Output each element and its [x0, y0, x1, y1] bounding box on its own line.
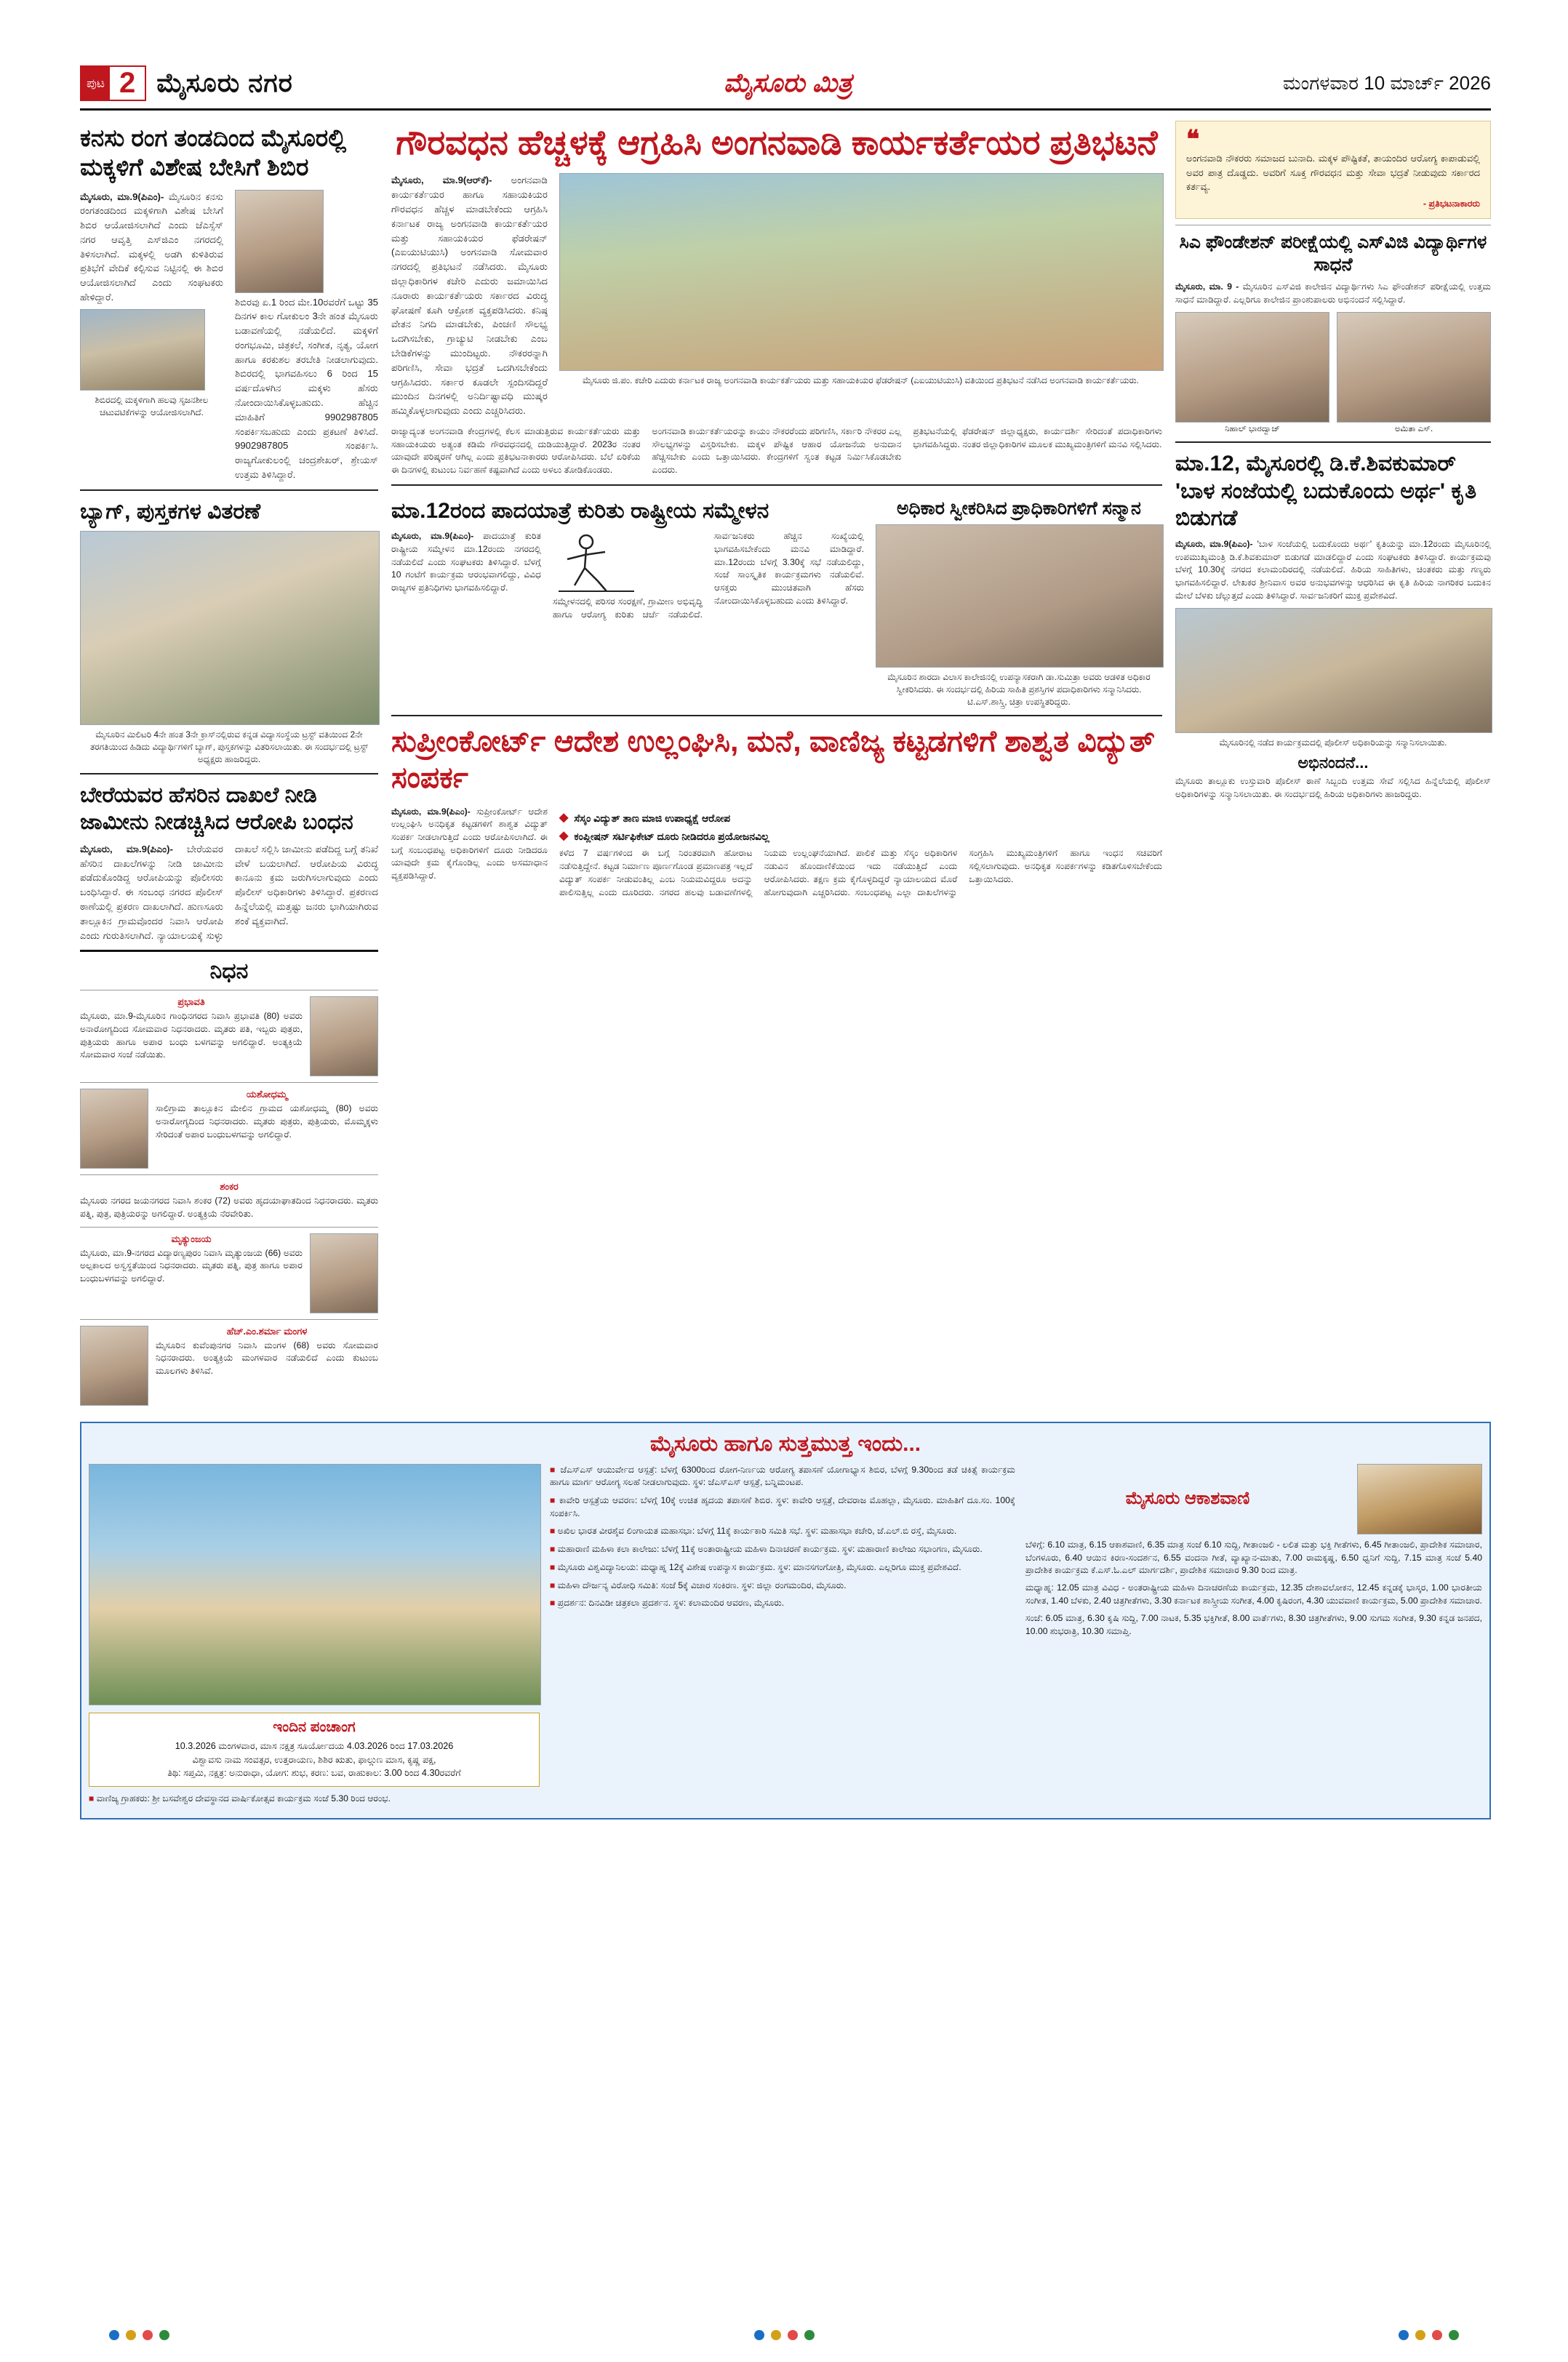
lead-col-2: ಅಂಗನವಾಡಿ ಕಾರ್ಯಕರ್ತೆಯರನ್ನು ಕಾಯಂ ನೌಕರರೆಂದು ಪರಿಗಣಿಸಿ, ಸರ್ಕಾರಿ ನೌಕರರ ಎಲ್ಲ ಸೌಲಭ್ಯಗಳನ್ನು ವಿಸ್ತರಿಸಬೇಕು. ಮಕ್ಕಳ ಪೌಷ್ಟಿಕ ಆಹಾರ ಯೋಜನೆಯ ಅನುದಾನ ಹೆಚ್ಚಿಸಬೇಕು ಎಂದು ಒತ್ತಾಯಿಸಿದರು. ಕೇಂದ್ರಗಳಿಗೆ ಸ್ವಂತ ಕಟ್ಟಡ ನಿರ್ಮಿಸಿಕೊಡಬೇಕು ಎಂದರು.: [652, 425, 902, 475]
obituary-item: [80, 1233, 378, 1313]
walking-figure-icon: [553, 530, 703, 596]
today-footer-text: ವಾಣಿಜ್ಯ ಗ್ರಾಹಕರು: ಶ್ರೀ ಬಸವೇಶ್ವರ ದೇವಸ್ಥಾನದ ವಾರ್ಷಿಕೋತ್ಸವ ಕಾರ್ಯಕ್ರಮ ಸಂಜೆ 5.30 ರಿಂದ ಆರಂಭ.: [96, 1793, 391, 1804]
kanasu-photo: [80, 309, 205, 391]
palace-photo: [89, 1464, 541, 1705]
kanasu-tail: 9902987805 ಸಂಪರ್ಕಿಸಿ. ರಾಜ್ಯಗೋಕುಲಂಲ್ಲಿ ಚಂದ್ರಶೇಖರ್, ಶ್ರೇಯಸ್ ಉತ್ತಮ ತಿಳಿಸಿದ್ದಾರೆ.: [235, 440, 378, 481]
pullquote-attribution: - ಪ್ರತಿಭಟನಾಕಾರರು: [1423, 198, 1480, 209]
kanasu-headline: ಕನಸು ರಂಗ ತಂಡದಿಂದ ಮೈಸೂರಲ್ಲಿ ಮಕ್ಕಳಿಗೆ ವಿಶೇಷ ಬೇಸಿಗೆ ಶಿಬಿರ: [80, 124, 347, 181]
today-panel: [80, 1422, 1491, 1819]
page-badge: [80, 65, 146, 101]
page-label: ಪುಟ: [81, 67, 110, 100]
obituary-text: ಮೈಸೂರು, ಮಾ.9-ಮೈಸೂರಿನ ಗಾಂಧಿನಗರದ ನಿವಾಸಿ ಪ್ರಭಾವತಿ (80) ಅವರು ಅನಾರೋಗ್ಯದಿಂದ ಸೋಮವಾರ ನಿಧನರಾದರು. ಮೃತರು ಪತಿ, ಇಬ್ಬರು ಪುತ್ರರು, ಪುತ್ರಿಯರು ಹಾಗೂ ಅಪಾರ ಬಂಧು ಬಳಗವನ್ನು ಅಗಲಿದ್ದಾರೆ. ಅಂತ್ಯಕ್ರಿಯೆ ಸೋಮವಾರ ಸಂಜೆ ನಡೆಯಿತು.: [80, 1011, 303, 1060]
bullet-icon: ■: [550, 1561, 558, 1572]
court-bullet: [559, 812, 1162, 825]
pullquote-text: ಅಂಗನವಾಡಿ ನೌಕರರು ಸಮಾಜದ ಬುನಾದಿ. ಮಕ್ಕಳ ಪೌಷ್ಟಿಕತೆ, ತಾಯಂದಿರ ಆರೋಗ್ಯ ಕಾಪಾಡುವಲ್ಲಿ ಅವರ ಪಾತ್ರ ದೊಡ್ಡದು. ಅವರಿಗೆ ಸೂಕ್ತ ಗೌರವಧನ ಮತ್ತು ಸೇವಾ ಭದ್ರತೆ ನೀಡುವುದು ಸರ್ಕಾರದ ಕರ್ತವ್ಯ.: [1186, 153, 1480, 192]
bullet-icon: ■: [550, 1495, 559, 1506]
pada-body: [391, 530, 864, 621]
masthead: [80, 65, 1491, 111]
sv-body: [1175, 281, 1491, 306]
obituary-photo: [80, 1326, 148, 1406]
bag-caption: ಮೈಸೂರಿನ ಮಿಲಿಟರಿ 4ನೇ ಹಂತ 3ನೇ ಕ್ರಾಸ್‌ನಲ್ಲಿರುವ ಕನ್ನಡ ವಿದ್ಯಾಸಂಸ್ಥೆಯ ಟ್ರಸ್ಟ್ ವತಿಯಿಂದ 2ನೇ ತರಗತಿಯಿಂದ ಹಿಡಿದು ವಿದ್ಯಾರ್ಥಿಗಳಿಗೆ ಬ್ಯಾಗ್, ಪುಸ್ತಕಗಳನ್ನು ವಿತರಿಸಲಾಯಿತು. ಈ ಸಂದರ್ಭದಲ್ಲಿ ಟ್ರಸ್ಟ್ ಅಧ್ಯಕ್ಷರು ಹಾಜರಿದ್ದರು.: [89, 729, 369, 764]
court-dateline: ಮೈಸೂರು, ಮಾ.9(ಪಿಎಂ)-: [391, 806, 471, 817]
issue-date: ಮಂಗಳವಾರ 10 ಮಾರ್ಚ್ 2026: [1282, 71, 1491, 94]
bullet-icon: ■: [89, 1793, 97, 1804]
pullquote: [1175, 121, 1491, 219]
dot-group-mid: [754, 2330, 815, 2340]
lead-photo: [559, 173, 1164, 371]
akashavani-noon: ಮಧ್ಯಾಹ್ನ: 12.05 ಮಾತ್ರ ವಿವಿಧ - ಅಂತರಾಷ್ಟ್ರೀಯ ಮಹಿಳಾ ದಿನಾಚರಣೆಯ ಕಾರ್ಯಕ್ರಮ, 12.35 ದೇಶಾವಲೋಕನ, 12.45 ಕನ್ನಡಕ್ಕೆ ಭಾಸ್ಕರ, 1.00 ಭಾರತೀಯ ಸಂಗೀತ, 1.40 ಬೆಳಕು, 2.40 ಚಿತ್ರಗೀತೆಗಳು, 3.30 ಕರ್ನಾಟಕ ಶಾಸ್ತ್ರೀಯ ಸಂಗೀತ, 4.00 ಕೃಷಿರಂಗ, 4.30 ಯುವವಾಣಿ ಕಾರ್ಯಕ್ರಮ, 5.00 ಪ್ರಾದೇಶಿಕ ಸಮಾಚಾರ.: [1025, 1582, 1482, 1606]
kanasu-portrait: [235, 190, 324, 293]
obituary-item: [80, 1089, 378, 1169]
sv-headline: ಸಿಎ ಫೌಂಡೇಶನ್ ಪರೀಕ್ಷೆಯಲ್ಲಿ ಎಸ್‌ವಿಜಿ ವಿದ್ಯಾರ್ಥಿಗಳ ಸಾಧನೆ: [1179, 231, 1487, 275]
lead-headline: ಗೌರವಧನ ಹೆಚ್ಚಳಕ್ಕೆ ಆಗ್ರಹಿಸಿ ಅಂಗನವಾಡಿ ಕಾರ್ಯಕರ್ತೆಯರ ಪ್ರತಿಭಟನೆ: [396, 123, 1158, 161]
column-right: [1175, 121, 1491, 1412]
event-item: [550, 1561, 1015, 1574]
village-p3: ಆರೋಪಿಯ ವಿರುದ್ಧ ಕಾನೂನು ಕ್ರಮ ಜರುಗಿಸಲಾಗುವುದು ಎಂದು ಪೊಲೀಸ್ ಅಧಿಕಾರಿಗಳು ತಿಳಿಸಿದ್ದಾರೆ. ಪ್ರಕರಣದ ಹಿನ್ನೆಲೆಯಲ್ಲಿ ಮತ್ತಷ್ಟು ಜನರು ಭಾಗಿಯಾಗಿರುವ ಶಂಕೆ ವ್ಯಕ್ತವಾಗಿದೆ.: [235, 857, 378, 926]
cop-caption: ಮೈಸೂರಿನಲ್ಲಿ ನಡೆದ ಕಾರ್ಯಕ್ರಮದಲ್ಲಿ ಪೊಲೀಸ್ ಅಧಿಕಾರಿಯನ್ನು ಸನ್ಮಾನಿಸಲಾಯಿತು.: [1219, 737, 1447, 748]
village-p1: ಬೇರೆಯವರ ಹೆಸರಿನ ದಾಖಲೆಗಳನ್ನು ನೀಡಿ ಜಾಮೀನು ಪಡೆದುಕೊಂಡಿದ್ದ ಆರೋಪಿಯನ್ನು ಪೊಲೀಸರು ಬಂಧಿಸಿದ್ದಾರೆ. ಈ ಸಂಬಂಧ ನಗರದ ಪೊಲೀಸ್ ಠಾಣೆಯಲ್ಲಿ ಪ್ರಕರಣ ದಾಖಲಾಗಿದೆ.: [80, 843, 223, 912]
student-photo: [1175, 312, 1329, 423]
registration-marks: [0, 2330, 1568, 2340]
dk-dateline: ಮೈಸೂರು, ಮಾ.9(ಪಿಎಂ)-: [1175, 538, 1253, 549]
event-text: ಮೈಸೂರು ವಿಶ್ವವಿದ್ಯಾನಿಲಯ: ಮಧ್ಯಾಹ್ನ 12ಕ್ಕೆ ವಿಶೇಷ ಉಪನ್ಯಾಸ ಕಾರ್ಯಕ್ರಮ. ಸ್ಥಳ: ಮಾನಸಗಂಗೋತ್ರಿ, ಮೈಸೂರು. ಎಲ್ಲರಿಗೂ ಮುಕ್ತ ಪ್ರವೇಶವಿದೆ.: [557, 1561, 961, 1572]
panchanga-line1: 10.3.2026 ಮಂಗಳವಾರ, ಮಾಸ ನಕ್ಷತ್ರ ಸೂರ್ಯೋದಯ 4.03.2026 ರಿಂದ 17.03.2026: [175, 1740, 454, 1751]
sv-dateline: ಮೈಸೂರು, ಮಾ. 9 -: [1175, 281, 1239, 292]
lead-col-3: ಪ್ರತಿಭಟನೆಯಲ್ಲಿ ಫೆಡರೇಷನ್ ಜಿಲ್ಲಾಧ್ಯಕ್ಷರು, ಕಾರ್ಯದರ್ಶಿ ಸೇರಿದಂತೆ ಪದಾಧಿಕಾರಿಗಳು ಭಾಗವಹಿಸಿದ್ದರು. ನಂತರ ಜಿಲ್ಲಾಧಿಕಾರಿಗಳ ಮೂಲಕ ಮುಖ್ಯಮಂತ್ರಿಗಳಿಗೆ ಮನವಿ ಸಲ್ಲಿಸಿದರು.: [913, 425, 1163, 449]
pada-headline: ಮಾ.12ರಂದ ಪಾದಯಾತ್ರೆ ಕುರಿತು ರಾಷ್ಟ್ರೀಯ ಸಮ್ಮೇಳನ: [391, 498, 769, 523]
court-p4: ಸಂಬಂಧಪಟ್ಟ ಎಲ್ಲಾ ದಾಖಲೆಗಳನ್ನು ಸಂಗ್ರಹಿಸಿ ಮುಖ್ಯಮಂತ್ರಿಗಳಿಗೆ ಹಾಗೂ ಇಂಧನ ಸಚಿವರಿಗೆ ಸಲ್ಲಿಸಲಾಗುವುದು. ಅನಧಿಕೃತ ಸಂಪರ್ಕಗಳನ್ನು ಕಡಿತಗೊಳಿಸಬೇಕೆಂದು ಒತ್ತಾಯಿಸಿದರು.: [855, 848, 1162, 897]
radio-icon: [1357, 1464, 1482, 1534]
bullet-icon: ◆: [559, 811, 569, 824]
bullet-icon: ■: [550, 1598, 558, 1609]
event-text: ಮಹಾರಾಣಿ ಮಹಿಳಾ ಕಲಾ ಕಾಲೇಜು: ಬೆಳಗ್ಗೆ 11ಕ್ಕೆ ಅಂತಾರಾಷ್ಟ್ರೀಯ ಮಹಿಳಾ ದಿನಾಚರಣೆ ಕಾರ್ಯಕ್ರಮ. ಸ್ಥಳ: ಮಹಾರಾಣಿ ಕಾಲೇಜು ಸಭಾಂಗಣ, ಮೈಸೂರು.: [557, 1544, 983, 1555]
student-name: ಅಮಿತಾ ಎಸ್.: [1394, 425, 1433, 434]
dk-p1: 'ಬಾಳ ಸಂಜೆಯಲ್ಲಿ ಬದುಕೊಂದು ಅರ್ಥ' ಕೃತಿಯನ್ನು ಮಾ.12ರಂದು ಮೈಸೂರಿನಲ್ಲಿ ಉಪಮುಖ್ಯಮಂತ್ರಿ ಡಿ.ಕೆ.ಶಿವಕುಮಾರ್ ಬಿಡುಗಡೆ ಮಾಡಲಿದ್ದಾರೆ ಎಂದು ಸಂಘಟಕರು ತಿಳಿಸಿದ್ದಾರೆ.: [1175, 538, 1491, 562]
event-item: [550, 1597, 1015, 1610]
village-dateline: ಮೈಸೂರು, ಮಾ.9(ಪಿಎಂ)-: [80, 843, 173, 854]
column-left: [80, 121, 378, 1412]
honour-caption: ಮೈಸೂರಿನ ಶಾರದಾ ವಿಲಾಸ ಕಾಲೇಜಿನಲ್ಲಿ ಉಪನ್ಯಾಸಕರಾಗಿ ಡಾ.ಸುಮಿತ್ರಾ ಅವರು ಆಡಳಿತ ಅಧಿಕಾರ ಸ್ವೀಕರಿಸಿದರು. ಈ ಸಂದರ್ಭದಲ್ಲಿ ಹಿರಿಯ ಸಾಹಿತಿ ಪ್ರಶಸ್ತಿಗಳ ಪದಾಧಿಕಾರಿಗಳು ಸನ್ಮಾನಿಸಿದರು. ಟಿ.ಎಸ್.ಶಾಸ್ತ್ರಿ, ಚಿತ್ರಾ ಉಪಸ್ಥಿತರಿದ್ದರು.: [887, 671, 1151, 707]
bag-headline: ಬ್ಯಾಗ್, ಪುಸ್ತಕಗಳ ವಿತರಣೆ: [80, 499, 261, 524]
obituary-item: [80, 1326, 378, 1406]
akashavani-title: ಮೈಸೂರು ಆಕಾಶವಾಣಿ: [1125, 1489, 1250, 1509]
village-headline: ಬೇರೆಯವರ ಹೆಸರಿನ ದಾಖಲೆ ನೀಡಿ ಜಾಮೀನು ನೀಡಚ್ಚಿಸಿದ ಆರೋಪಿ ಬಂಧನ: [80, 782, 353, 835]
village-p2: ಹುಣಸೂರು ತಾಲ್ಲೂಕಿನ ಗ್ರಾಮವೊಂದರ ನಿವಾಸಿ ಆರೋಪಿ ಎಂದು ಗುರುತಿಸಲಾಗಿದೆ. ನ್ಯಾಯಾಲಯಕ್ಕೆ ಸುಳ್ಳು ದಾಖಲೆ ಸಲ್ಲಿಸಿ ಜಾಮೀನು ಪಡೆದಿದ್ದ ಬಗ್ಗೆ ತನಿಖೆ ವೇಳೆ ಬಯಲಾಗಿದೆ.: [80, 843, 378, 941]
column-center: [391, 121, 1162, 1412]
obituary-item: [80, 1181, 378, 1220]
event-item: [550, 1494, 1015, 1520]
lead-col-1: ರಾಜ್ಯಾದ್ಯಂತ ಅಂಗನವಾಡಿ ಕೇಂದ್ರಗಳಲ್ಲಿ ಕೆಲಸ ಮಾಡುತ್ತಿರುವ ಕಾರ್ಯಕರ್ತೆಯರು ಮತ್ತು ಸಹಾಯಕಿಯರು ಅತ್ಯಂತ ಕಡಿಮೆ ಗೌರವಧನದಲ್ಲಿ ದುಡಿಯುತ್ತಿದ್ದಾರೆ. 2023ರ ನಂತರ ಯಾವುದೇ ಪರಿಷ್ಕರಣೆ ಆಗಿಲ್ಲ ಎಂದು ಪ್ರತಿಭಟನಾಕಾರರು ಆರೋಪಿಸಿದರು. ಬೆಲೆ ಏರಿಕೆಯ ಈ ದಿನಗಳಲ್ಲಿ ಕುಟುಂಬ ನಿರ್ವಹಣೆ ಕಷ್ಟವಾಗಿದೆ ಎಂದು ಅಳಲು ತೋಡಿಕೊಂಡರು.: [391, 425, 641, 475]
obituary-name: ಮೃತ್ಯುಂಜಯ: [171, 1233, 212, 1244]
sv-p1: ಮೈಸೂರಿನ ಎಸ್‌ವಿಜಿ ಕಾಲೇಜಿನ ವಿದ್ಯಾರ್ಥಿಗಳು ಸಿಎ ಫೌಂಡೇಶನ್ ಪರೀಕ್ಷೆಯಲ್ಲಿ ಉತ್ತಮ ಸಾಧನೆ ಮಾಡಿದ್ದಾರೆ. ಎಲ್ಲರಿಗೂ ಕಾಲೇಜಿನ ಪ್ರಾಂಶುಪಾಲರು ಅಭಿನಂದನೆ ಸಲ್ಲಿಸಿದ್ದಾರೆ.: [1175, 281, 1492, 305]
event-item: [550, 1525, 1015, 1538]
dk-p2: ಕಾರ್ಯಕ್ರಮವು ಬೆಳಗ್ಗೆ 10.30ಕ್ಕೆ ನಗರದ ಕಲಾಮಂದಿರದಲ್ಲಿ ನಡೆಯಲಿದೆ. ಹಿರಿಯ ಸಾಹಿತಿಗಳು, ಚಿಂತಕರು ಮತ್ತು ಗಣ್ಯರು ಭಾಗವಹಿಸಲಿದ್ದಾರೆ.: [1175, 551, 1491, 588]
dot-group-left: [109, 2330, 169, 2340]
court-bullet-text: ಕಂಪ್ಲೀಷನ್ ಸರ್ಟಿಫಿಕೇಟ್ ದೂರು ನೀಡಿದರೂ ಪ್ರಯೋಜನವಿಲ್ಲ: [574, 830, 769, 842]
dot-group-right: [1399, 2330, 1459, 2340]
page-number: 2: [110, 67, 145, 100]
quote-icon: ❝: [1186, 126, 1200, 153]
court-bullet: [559, 830, 1162, 844]
lead-p3: ನೌಕರರನ್ನಾಗಿ ಪರಿಗಣಿಸಿ, ಸೇವಾ ಭದ್ರತೆ ಒದಗಿಸಬೇಕೆಂದು ಆಗ್ರಹಿಸಿದರು. ಸರ್ಕಾರ ಕೂಡಲೇ ಸ್ಪಂದಿಸದಿದ್ದರೆ ಮುಂದಿನ ದಿನಗಳಲ್ಲಿ ಅನಿರ್ದಿಷ್ಟಾವಧಿ ಮುಷ್ಕರ ಹಮ್ಮಿಕೊಳ್ಳಲಾಗುವುದು ಎಂದು ಎಚ್ಚರಿಸಿದರು.: [391, 347, 548, 417]
obituary-name: ಶಂಕರ: [220, 1181, 239, 1193]
event-item: [550, 1580, 1015, 1593]
bullet-icon: ■: [550, 1464, 561, 1475]
kanasu-dateline: ಮೈಸೂರು, ಮಾ.9(ಪಿಎಂ)-: [80, 191, 164, 202]
event-text: ಕಾವೇರಿ ಆಸ್ಪತ್ರೆಯ ಆವರಣ: ಬೆಳಗ್ಗೆ 10ಕ್ಕೆ ಉಚಿತ ಹೃದಯ ತಪಾಸಣೆ ಶಿಬಿರ. ಸ್ಥಳ: ಕಾವೇರಿ ಆಸ್ಪತ್ರೆ, ದೇವರಾಜ ಮೊಹಲ್ಲಾ, ಮೈಸೂರು. ಮಾಹಿತಿಗೆ ದೂ.ಸಂ. 100ಕ್ಕೆ ಸಂಪರ್ಕಿಸಿ.: [550, 1495, 1016, 1518]
kanasu-photo-caption: ಶಿಬಿರದಲ್ಲಿ ಮಕ್ಕಳಿಗಾಗಿ ಹಲವು ಸೃಜನಶೀಲ ಚಟುವಟಿಕೆಗಳನ್ನು ಆಯೋಜಿಸಲಾಗಿದೆ.: [95, 394, 209, 417]
student-photo: [1337, 312, 1491, 423]
bullet-icon: ■: [550, 1544, 558, 1555]
bullet-icon: ◆: [559, 829, 569, 842]
lead-p1: ಅಂಗನವಾಡಿ ಕಾರ್ಯಕರ್ತೆಯರ ಹಾಗೂ ಸಹಾಯಕಿಯರ ಗೌರವಧನ ಹೆಚ್ಚಳ ಮಾಡಬೇಕೆಂದು ಆಗ್ರಹಿಸಿ ಕರ್ನಾಟಕ ರಾಜ್ಯ ಅಂಗನವಾಡಿ ಕಾರ್ಯಕರ್ತೆಯರ ಮತ್ತು ಸಹಾಯಕಿಯರ ಫೆಡರೇಷನ್ (ಎಐಯುಟಿಯುಸಿ) ಅಂಗನವಾಡಿ ಸೋಮವಾರ ನಗರದಲ್ಲಿ ಪ್ರತಿಭಟನೆ ನಡೆಸಿದರು.: [391, 175, 548, 273]
panchanga-line3: ತಿಥಿ: ಸಪ್ತಮಿ, ನಕ್ಷತ್ರ: ಅನುರಾಧಾ, ಯೋಗ: ಶುಭ, ಕರಣ: ಬವ, ರಾಹುಕಾಲ: 3.00 ರಿಂದ 4.30ರವರೆಗೆ: [167, 1768, 461, 1779]
obituary-text: ಮೈಸೂರಿನ ಕುವೆಂಪುನಗರ ನಿವಾಸಿ ಮಂಗಳ (68) ಅವರು ಸೋಮವಾರ ನಿಧನರಾದರು. ಅಂತ್ಯಕ್ರಿಯೆ ಮಂಗಳವಾರ ನಡೆಯಲಿದೆ ಎಂದು ಕುಟುಂಬ ಮೂಲಗಳು ತಿಳಿಸಿವೆ.: [156, 1340, 378, 1377]
panchanga-line2: ವಿಶ್ವಾವಸು ನಾಮ ಸಂವತ್ಸರ, ಉತ್ತರಾಯಣ, ಶಿಶಿರ ಋತು, ಫಾಲ್ಗುಣ ಮಾಸ, ಕೃಷ್ಣ ಪಕ್ಷ,: [192, 1754, 436, 1765]
event-text: ಅಖಿಲ ಭಾರತ ವೀರಶೈವ ಲಿಂಗಾಯತ ಮಹಾಸಭಾ: ಬೆಳಗ್ಗೆ 11ಕ್ಕೆ ಕಾರ್ಯಕಾರಿ ಸಮಿತಿ ಸಭೆ. ಸ್ಥಳ: ಮಹಾಸಭಾ ಕಚೇರಿ, ಜೆ.ಎಲ್.ಬಿ ರಸ್ತೆ, ಮೈಸೂರು.: [557, 1526, 957, 1537]
honour-headline: ಅಧಿಕಾರ ಸ್ವೀಕರಿಸಿದ ಪ್ರಾಧಿಕಾರಿಗಳಿಗೆ ಸನ್ಮಾನ: [897, 497, 1141, 519]
obituary-text: ಮೈಸೂರು ನಗರದ ಜಯನಗರದ ನಿವಾಸಿ ಶಂಕರ (72) ಅವರು ಹೃದಯಾಘಾತದಿಂದ ನಿಧನರಾದರು. ಮೃತರು ಪತ್ನಿ, ಪುತ್ರ, ಪುತ್ರಿಯರನ್ನು ಅಗಲಿದ್ದಾರೆ. ಅಂತ್ಯಕ್ರಿಯೆ ನೆರವೇರಿತು.: [80, 1196, 378, 1220]
obituary-text: ಮೈಸೂರು, ಮಾ.9-ನಗರದ ವಿದ್ಯಾರಣ್ಯಪುರಂ ನಿವಾಸಿ ಮೃತ್ಯುಂಜಯ (66) ಅವರು ಅಲ್ಪಕಾಲದ ಅಸ್ವಸ್ಥತೆಯಿಂದ ನಿಧನರಾದರು. ಮೃತರು ಪತ್ನಿ, ಪುತ್ರ ಹಾಗೂ ಅಪಾರ ಬಂಧುಬಳಗವನ್ನು ಅಗಲಿದ್ದಾರೆ.: [80, 1247, 303, 1284]
event-text: ಮಹಿಳಾ ದೌರ್ಜನ್ಯ ವಿರೋಧಿ ಸಮಿತಿ: ಸಂಜೆ 5ಕ್ಕೆ ವಿಚಾರ ಸಂಕಿರಣ. ಸ್ಥಳ: ಜಿಲ್ಲಾ ರಂಗಮಂದಿರ, ಮೈಸೂರು.: [557, 1580, 847, 1590]
lead-p2: ಮೈಸೂರು ಜಿಲ್ಲಾಧಿಕಾರಿಗಳ ಕಚೇರಿ ಎದುರು ಜಮಾಯಿಸಿದ ನೂರಾರು ಕಾರ್ಯಕರ್ತೆಯರು ಸರ್ಕಾರದ ವಿರುದ್ಧ ಘೋಷಣೆ ಕೂಗಿ ಆಕ್ರೋಶ ವ್ಯಕ್ತಪಡಿಸಿದರು. ಕನಿಷ್ಠ ವೇತನ ನಿಗದಿ ಮಾಡಬೇಕು, ಪಿಂಚಣಿ ಸೌಲಭ್ಯ ಒದಗಿಸಬೇಕು, ಗ್ರಾಚ್ಯುಟಿ ನೀಡಬೇಕು ಎಂಬ ಬೇಡಿಕೆಗಳನ್ನು ಮುಂದಿಟ್ಟರು.: [391, 261, 548, 359]
cop-photo: [1175, 608, 1492, 733]
kanasu-p1: ಮೈಸೂರಿನ ಕನಸು ರಂಗತಂಡದಿಂದ ಮಕ್ಕಳಿಗಾಗಿ ವಿಶೇಷ ಬೇಸಿಗೆ ಶಿಬಿರ ಆಯೋಜಿಸಲಾಗಿದೆ ಎಂದು ಜೆಎಸ್ಸೆಸ್ ನಗರ ಆವೃತ್ತಿ ಎಸ್‌ಜಿಎಂ ನಗರದಲ್ಲಿ ತಿಳಿಸಲಾಗಿದೆ. ಮಕ್ಕಳಲ್ಲಿ ಅಡಗಿ ಕುಳಿತಿರುವ ಪ್ರತಿಭೆಗೆ ವೇದಿಕೆ ಕಲ್ಪಿಸುವ ನಿಟ್ಟಿನಲ್ಲಿ ಈ ಶಿಬಿರ ಆಯೋಜಿಸಲಾಗಿದೆ ಎಂದು ಸಂಘಟಕರು ಹೇಳಿದ್ದಾರೆ.: [80, 191, 224, 303]
bag-photo: [80, 531, 380, 725]
today-footer-note: [89, 1793, 1482, 1806]
obituary-name: ಪ್ರಭಾವತಿ: [177, 996, 205, 1008]
paper-logo: ಮೈಸೂರು ಮಿತ್ರ: [723, 68, 852, 97]
event-text: ಪ್ರದರ್ಶನ: ದಿನವಿಡೀ ಚಿತ್ರಕಲಾ ಪ್ರದರ್ಶನ. ಸ್ಥಳ: ಕಲಾಮಂದಿರ ಆವರಣ, ಮೈಸೂರು.: [557, 1598, 785, 1609]
dk-body: [1175, 538, 1491, 602]
lead-photo-caption: ಮೈಸೂರು ಜಿ.ಪಂ. ಕಚೇರಿ ಎದುರು ಕರ್ನಾಟಕ ರಾಜ್ಯ ಅಂಗನವಾಡಿ ಕಾರ್ಯಕರ್ತೆಯರು ಮತ್ತು ಸಹಾಯಕಿಯರ ಫೆಡರೇಷನ್ (ಎಐಯುಟಿಯುಸಿ) ವತಿಯಿಂದ ಪ್ರತಿಭಟನೆ ನಡೆಸಿದ ಅಂಗನವಾಡಿ ಕಾರ್ಯಕರ್ತೆಯರು.: [583, 375, 1139, 386]
akashavani-morning: ಬೆಳಿಗ್ಗೆ: 6.10 ಮಾತ್ರ, 6.15 ಆಕಾಶವಾಣಿ, 6.35 ಮಾತ್ರ ಸಂಜೆ 6.10 ಸುದ್ದಿ, ಗೀತಾಂಜಲಿ - ಲಲಿತ ಮತ್ತು ಭಕ್ತಿ ಗೀತೆಗಳು, 6.45 ಗೀತಾಂಜಲಿ, ಪ್ರಾದೇಶಿಕ ಸಮಾಚಾರ, ಬೆಂಗಳೂರು, 6.40 ಆಯಿನ ಕಿರಣ-ಸಂದರ್ಶನ, 6.55 ವಂದನಾ ಗೀತೆ, ವ್ಯಾಖ್ಯಾನ-ಮಾತು, 7.00 ರಾಮಕೃಷ್ಣ, 6.50 ಧ್ವನಿಗೆ ಸುದ್ದಿ, 7.15 ಮಾತ್ರ ಸಂಜೆ 5.40 ಪ್ರಾದೇಶಿಕ ಕಾರ್ಯಕ್ರಮ ಕೆ.ಎಸ್.ಓ.ಎಲ್ ಮಾರ್ಗದರ್ಶಿ, ಪ್ರಾದೇಶಿಕ ಸಮಾಚಾರ 9.30 ರಿಂದ ಮಾತ್ರ.: [1025, 1539, 1482, 1576]
event-item: [550, 1464, 1015, 1489]
obituary-photo: [310, 996, 378, 1076]
court-p3: ನಗರದ ಹಲವು ಬಡಾವಣೆಗಳಲ್ಲಿ ನಿಯಮ ಉಲ್ಲಂಘನೆಯಾಗಿದೆ. ಪಾಲಿಕೆ ಮತ್ತು ಸೆಸ್ಕಂ ಅಧಿಕಾರಿಗಳ ನಡುವಿನ ಹೊಂದಾಣಿಕೆಯಿಂದ ಇದು ನಡೆಯುತ್ತಿದೆ ಎಂದು ಆರೋಪಿಸಿದರು. ತಕ್ಷಣ ಕ್ರಮ ಕೈಗೊಳ್ಳದಿದ್ದರೆ ನ್ಯಾಯಾಲಯದ ಮೊರೆ ಹೋಗುವುದಾಗಿ ಎಚ್ಚರಿಸಿದರು.: [659, 848, 958, 897]
obituary-item: [80, 996, 378, 1076]
abhinandana-text: ಮೈಸೂರು ತಾಲ್ಲೂಕು ಉಸ್ತುವಾರಿ ಪೊಲೀಸ್ ಠಾಣೆ ಸಿಬ್ಬಂದಿ ಉತ್ತಮ ಸೇವೆ ಸಲ್ಲಿಸಿದ ಹಿನ್ನೆಲೆಯಲ್ಲಿ ಪೊಲೀಸ್ ಅಧಿಕಾರಿಗಳನ್ನು ಸನ್ಮಾನಿಸಲಾಯಿತು. ಈ ಸಂದರ್ಭದಲ್ಲಿ ಹಿರಿಯ ಅಧಿಕಾರಿಗಳು ಹಾಜರಿದ್ದರು.: [1175, 776, 1491, 799]
section-title: ಮೈಸೂರು ನಗರ: [156, 68, 293, 97]
kanasu-p2: ಶಿಬಿರವು ಏ.1 ರಿಂದ ಮೇ.10ರವರೆಗೆ ಒಟ್ಟು 35 ದಿನಗಳ ಕಾಲ ಗೋಕುಲಂ 3ನೇ ಹಂತ ಮೈಸೂರು ಬಡಾವಣೆಯಲ್ಲಿ ನಡೆಯಲಿದೆ. ಮಕ್ಕಳಿಗೆ ರಂಗಭೂಮಿ, ಚಿತ್ರಕಲೆ, ಸಂಗೀತ, ನೃತ್ಯ, ಯೋಗ ಹಾಗೂ ಕರಕುಶಲ ತರಬೇತಿ ನೀಡಲಾಗುವುದು.: [235, 296, 378, 365]
lead-intro: [391, 173, 548, 418]
student-name: ನಿಹಾಲ್ ಭಾರದ್ವಾಜ್: [1225, 425, 1280, 434]
obituary-title: ನಿಧನ: [209, 959, 249, 984]
panchanga-title: ಇಂದಿನ ಪಂಚಾಂಗ: [273, 1718, 356, 1735]
court-p1: ಸುಪ್ರೀಂಕೋರ್ಟ್ ಆದೇಶ ಉಲ್ಲಂಘಿಸಿ ಅನಧಿಕೃತ ಕಟ್ಟಡಗಳಿಗೆ ಶಾಶ್ವತ ವಿದ್ಯುತ್ ಸಂಪರ್ಕ ನೀಡಲಾಗುತ್ತಿದೆ ಎಂದು ಆರೋಪಿಸಲಾಗಿದೆ. ಈ ಬಗ್ಗೆ ಸಂಬಂಧಪಟ್ಟ ಅಧಿಕಾರಿಗಳಿಗೆ ದೂರು ನೀಡಿದರೂ ಯಾವುದೇ ಕ್ರಮ ಕೈಗೊಂಡಿಲ್ಲ ಎಂದು ಅಸಮಾಧಾನ ವ್ಯಕ್ತಪಡಿಸಿದ್ದಾರೆ.: [391, 806, 548, 881]
pada-p2: ಸಮ್ಮೇಳನದಲ್ಲಿ ಪರಿಸರ ಸಂರಕ್ಷಣೆ, ಗ್ರಾಮೀಣ ಅಭಿವೃದ್ಧಿ ಹಾಗೂ ಆರೋಗ್ಯ ಕುರಿತು ಚರ್ಚೆ ನಡೆಯಲಿದೆ. ಸಾರ್ವಜನಿಕರು ಹೆಚ್ಚಿನ ಸಂಖ್ಯೆಯಲ್ಲಿ ಭಾಗವಹಿಸಬೇಕೆಂದು ಮನವಿ ಮಾಡಿದ್ದಾರೆ.: [553, 531, 864, 620]
court-headline: ಸುಪ್ರೀಂಕೋರ್ಟ್ ಆದೇಶ ಉಲ್ಲಂಘಿಸಿ, ಮನೆ, ವಾಣಿಜ್ಯ ಕಟ್ಟಡಗಳಿಗೆ ಶಾಶ್ವತ ವಿದ್ಯುತ್ ಸಂಪರ್ಕ: [391, 724, 1155, 794]
pada-p3: ಮಾ.12ರಂದು ಬೆಳಗ್ಗೆ 3.30ಕ್ಕೆ ಸಭೆ ನಡೆಯಲಿದ್ದು, ಸಂಜೆ ಸಾಂಸ್ಕೃತಿಕ ಕಾರ್ಯಕ್ರಮಗಳು ನಡೆಯಲಿವೆ. ಆಸಕ್ತರು ಮುಂಚಿತವಾಗಿ ಹೆಸರು ನೋಂದಾಯಿಸಿಕೊಳ್ಳಬಹುದು ಎಂದು ತಿಳಿಸಿದ್ದಾರೆ.: [714, 556, 864, 606]
lead-dateline: ಮೈಸೂರು, ಮಾ.9(ಆರ್‌ಕೆ)-: [391, 175, 492, 186]
honour-photo: [876, 524, 1164, 668]
abhinandana-title: ಅಭಿನಂದನೆ...: [1297, 753, 1369, 772]
court-p2: ಕಳೆದ 7 ವರ್ಷಗಳಿಂದ ಈ ಬಗ್ಗೆ ನಿರಂತರವಾಗಿ ಹೋರಾಟ ನಡೆಸುತ್ತಿದ್ದೇನೆ. ಕಟ್ಟಡ ನಿರ್ಮಾಣ ಪೂರ್ಣಗೊಂಡ ಪ್ರಮಾಣಪತ್ರ ಇಲ್ಲದೆ ವಿದ್ಯುತ್ ಸಂಪರ್ಕ ನೀಡುವಂತಿಲ್ಲ ಎಂಬ ನಿಯಮವಿದ್ದರೂ ಅದನ್ನು ಪಾಲಿಸುತ್ತಿಲ್ಲ ಎಂದು ದೂರಿದರು.: [559, 848, 753, 897]
obituary-photo: [310, 1233, 378, 1313]
kanasu-body: [80, 190, 378, 482]
dk-p3: ಲೇಖಕರ ಶ್ರೀನಿವಾಸ ಅವರ ಅನುಭವಗಳನ್ನು ಆಧರಿಸಿದ ಈ ಕೃತಿ ಹಿರಿಯ ನಾಗರಿಕರ ಬದುಕಿನ ಮೇಲೆ ಬೆಳಕು ಚೆಲ್ಲುತ್ತದೆ ಎಂದು ತಿಳಿಸಿದ್ದಾರೆ. ಸಾರ್ವಜನಿಕರಿಗೆ ಮುಕ್ತ ಪ್ರವೇಶವಿದೆ.: [1175, 577, 1491, 601]
obituary-name: ಹೆಚ್.ಎಂ.ಶರ್ಮಾ ಮಂಗಳ: [226, 1325, 308, 1337]
event-text: ಜೆಎಸ್ಎಸ್ ಆಯುರ್ವೇದ ಆಸ್ಪತ್ರೆ: ಬೆಳಗ್ಗೆ 6300ರಿಂದ ರೋಗ-ನಿರ್ಣಯ ಆರೋಗ್ಯ ತಪಾಸಣೆ ಯೋಗಾಭ್ಯಾಸ ಶಿಬಿರ, ಬೆಳಗ್ಗೆ 9.30ರಿಂದ ತಡೆ ಚಿಕಿತ್ಸೆ ಕಾರ್ಯಕ್ರಮ ಹಾಗೂ ಮಾರ್ಗ ಆರೋಗ್ಯ ಸಲಹೆ ನೀಡಲಾಗುವುದು. ಸ್ಥಳ: ಜೆಎಸ್ಎಸ್ ಆಸ್ಪತ್ರೆ, ಬನ್ನಿಮಂಟಪ.: [550, 1464, 1016, 1488]
court-bullet-text: ಸೆಸ್ಕಂ ವಿದ್ಯುತ್ ತಾಣ ಮಾಜಿ ಉಪಾಧ್ಯಕ್ಷೆ ಆರೋಪ: [574, 812, 731, 824]
obituary-text: ಸಾಲಿಗ್ರಾಮ ತಾಲ್ಲೂಕಿನ ಮೇಲಿನ ಗ್ರಾಮದ ಯಶೋಧಮ್ಮ (80) ಅವರು ಅನಾರೋಗ್ಯದಿಂದ ನಿಧನರಾದರು. ಮೃತರು ಪುತ್ರರು, ಪುತ್ರಿಯರು, ಮೊಮ್ಮಕ್ಕಳು ಸೇರಿದಂತೆ ಅಪಾರ ಬಂಧುಬಳಗವನ್ನು ಅಗಲಿದ್ದಾರೆ.: [156, 1103, 378, 1140]
bullet-icon: ■: [550, 1580, 558, 1590]
obituary-name: ಯಶೋಧಮ್ಮ: [246, 1089, 288, 1100]
obituary-photo: [80, 1089, 148, 1169]
event-item: [550, 1543, 1015, 1556]
today-title: ಮೈಸೂರು ಹಾಗೂ ಸುತ್ತಮುತ್ತ ಇಂದು...: [649, 1431, 921, 1456]
village-body: [80, 842, 378, 943]
kanasu-p3: ಶಿಬಿರದಲ್ಲಿ ಭಾಗವಹಿಸಲು 6 ರಿಂದ 15 ವರ್ಷದೊಳಗಿನ ಮಕ್ಕಳು ಹೆಸರು ನೋಂದಾಯಿಸಿಕೊಳ್ಳಬಹುದು. ಹೆಚ್ಚಿನ ಮಾಹಿತಿಗೆ 9902987805 ಸಂಪರ್ಕಿಸಬಹುದು ಎಂದು ಪ್ರಕಟಣೆ ತಿಳಿಸಿದೆ.: [235, 368, 378, 437]
bullet-icon: ■: [550, 1526, 558, 1537]
pada-dateline: ಮೈಸೂರು, ಮಾ.9(ಪಿಎಂ)-: [391, 531, 474, 542]
akashavani-evening: ಸಂಜೆ: 6.05 ಮಾತ್ರ, 6.30 ಕೃಷಿ ಸುದ್ದಿ, 7.00 ನಾಟಕ, 5.35 ಭಕ್ತಿಗೀತೆ, 8.00 ವಾರ್ತೆಗಳು, 8.30 ಚಿತ್ರಗೀತೆಗಳು, 9.00 ಸುಗಮ ಸಂಗೀತ, 9.30 ಕನ್ನಡ ಜನಪದ, 10.00 ಶುಭರಾತ್ರಿ, 10.30 ಸಮಾಪ್ತಿ.: [1025, 1612, 1482, 1636]
pada-p1: ಪಾದಯಾತ್ರೆ ಕುರಿತ ರಾಷ್ಟ್ರೀಯ ಸಮ್ಮೇಳನ ಮಾ.12ರಂದು ನಗರದಲ್ಲಿ ನಡೆಯಲಿದೆ ಎಂದು ಸಂಘಟಕರು ತಿಳಿಸಿದ್ದಾರೆ. ಬೆಳಗ್ಗೆ 10 ಗಂಟೆಗೆ ಕಾರ್ಯಕ್ರಮ ಆರಂಭವಾಗಲಿದ್ದು, ವಿವಿಧ ರಾಜ್ಯಗಳ ಪ್ರತಿನಿಧಿಗಳು ಭಾಗವಹಿಸಲಿದ್ದಾರೆ.: [391, 531, 541, 593]
dk-headline: ಮಾ.12, ಮೈಸೂರಲ್ಲಿ ಡಿ.ಕೆ.ಶಿವಕುಮಾರ್ 'ಬಾಳ ಸಂಜೆಯಲ್ಲಿ ಬದುಕೊಂದು ಅರ್ಥ' ಕೃತಿ ಬಿಡುಗಡೆ: [1175, 452, 1477, 531]
